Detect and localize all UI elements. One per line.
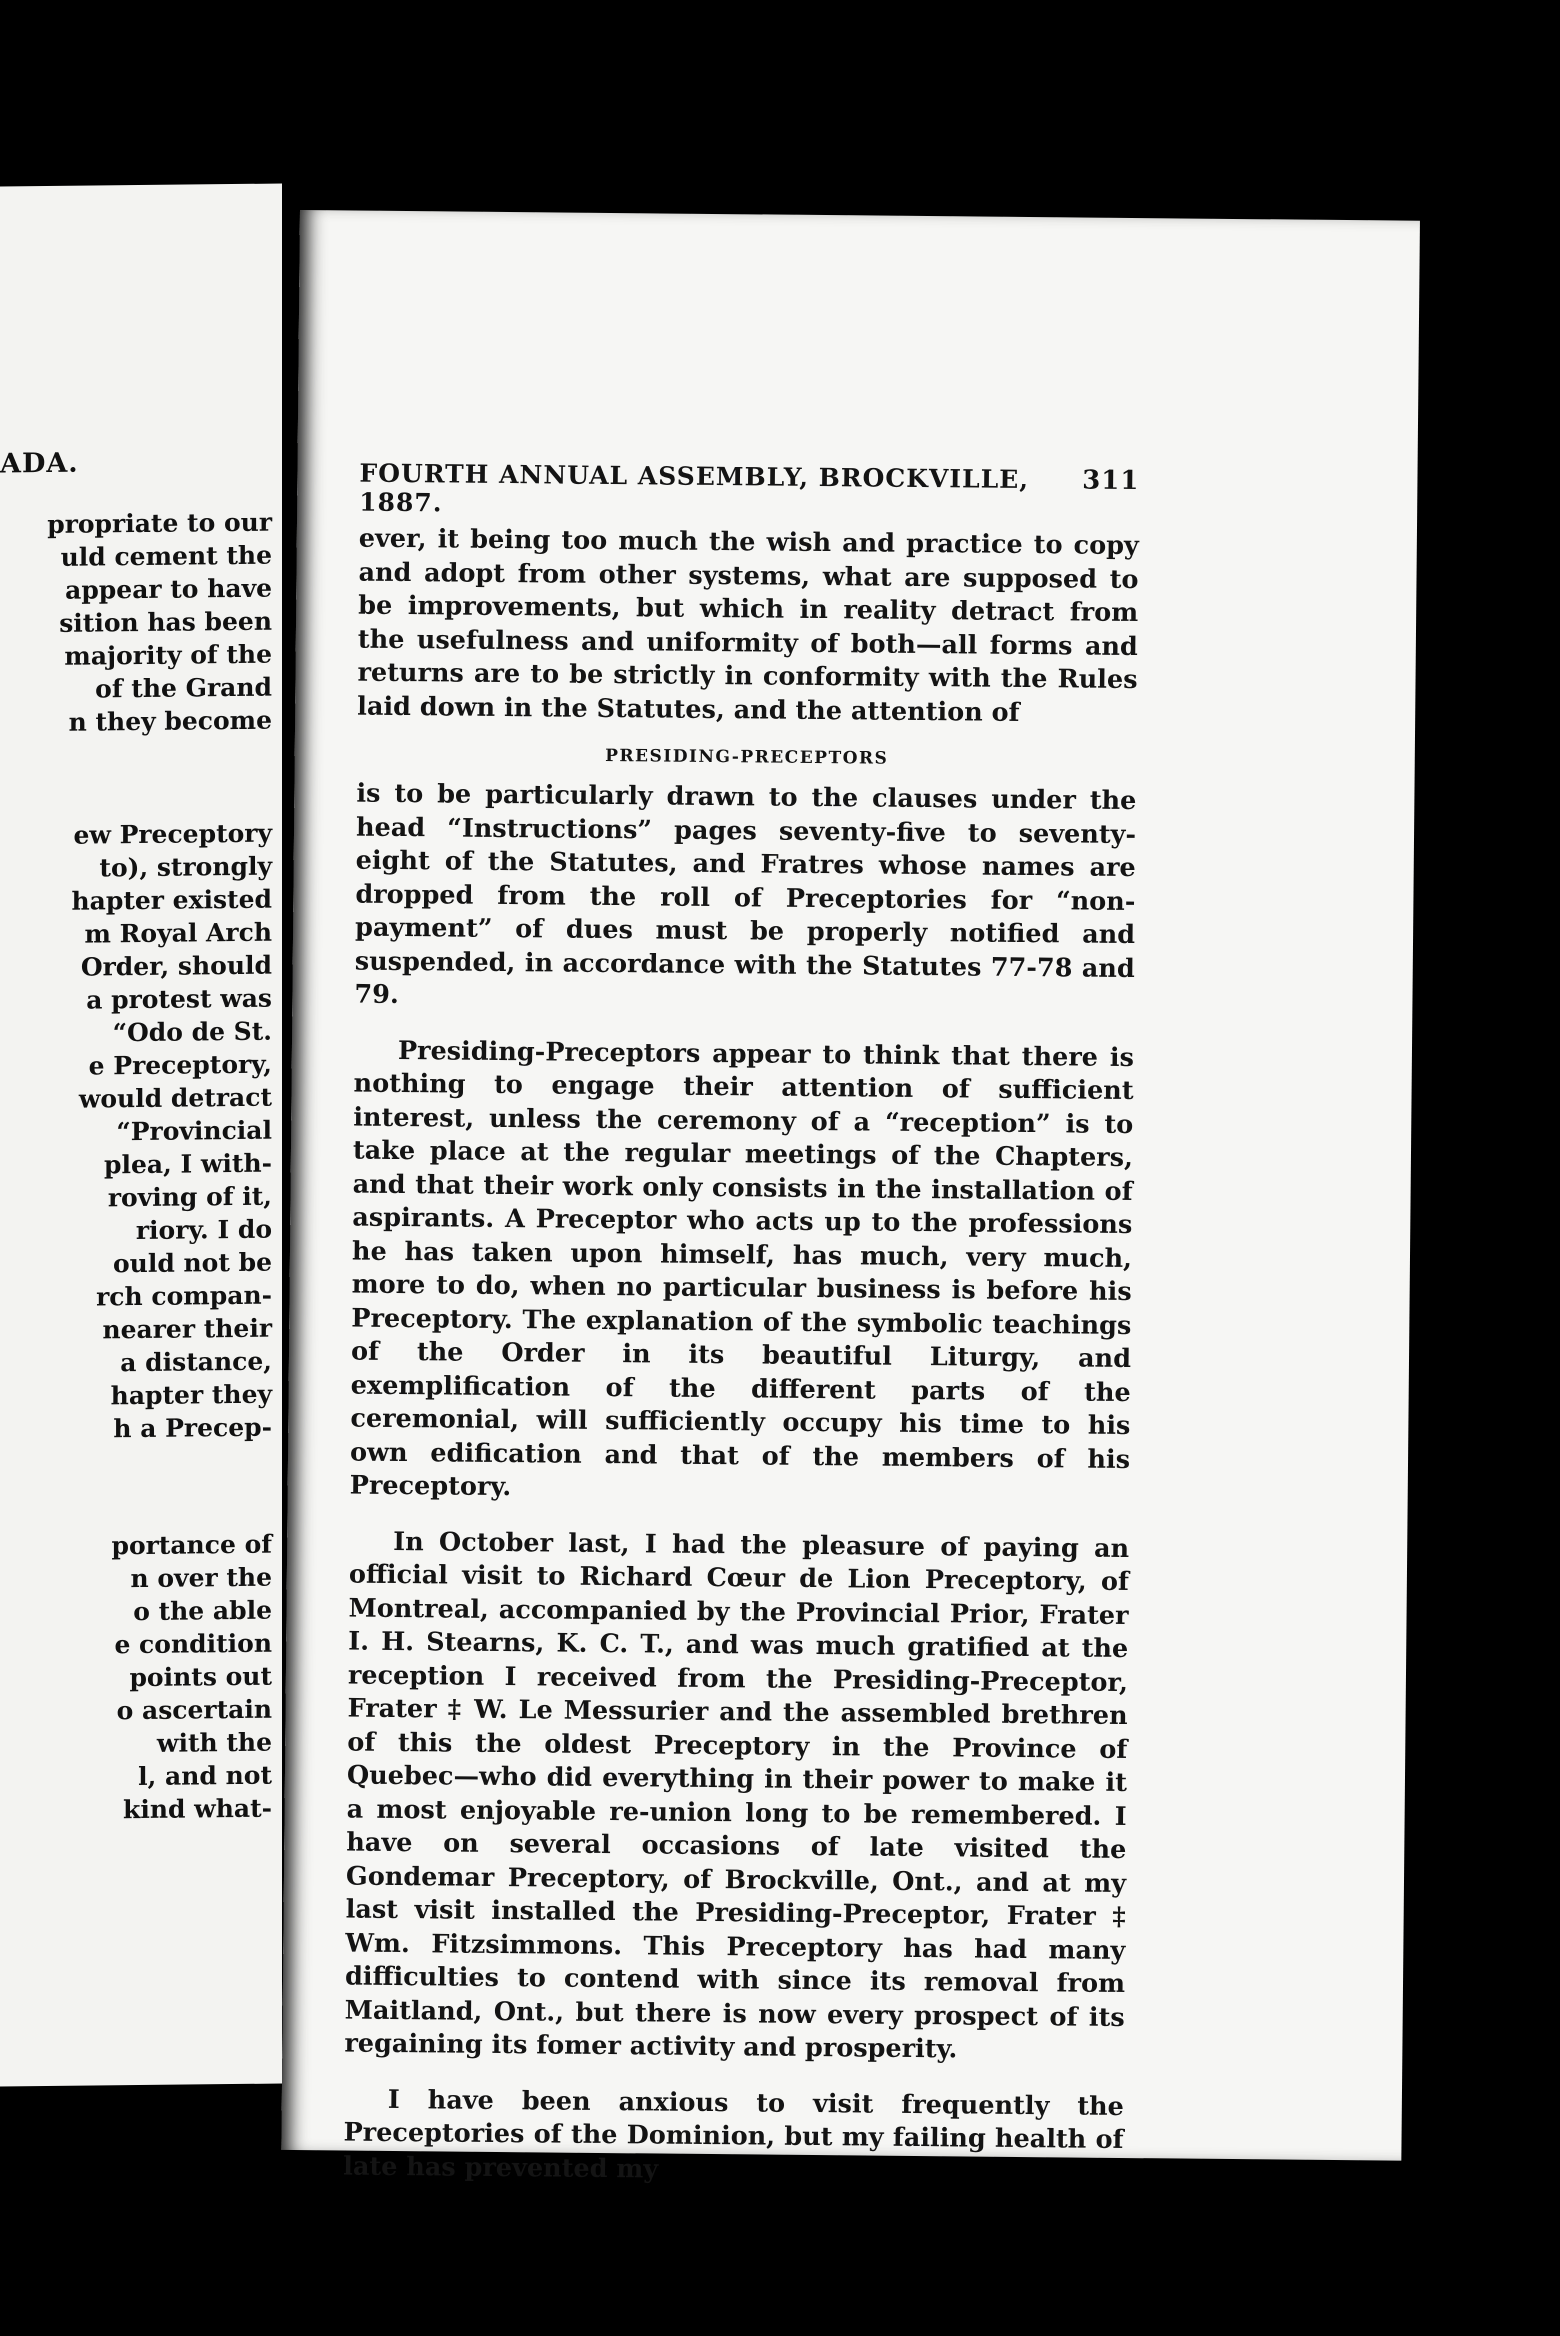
left-line: nearer their (102, 1313, 272, 1345)
paragraph-presiding-preceptors: Presiding-Preceptors appear to think that there is nothing to engage their attention of sufficient interest, unless the ceremony of a “reception” is to take place at the regular meetings of the Chapters, and that their work only consists in the installation of aspirants. A Preceptor who acts up to the professions he has taken upon himself, has much, very much, more to do, when no particular business is before his Preceptory. The explanation of the symbolic teachings of the Order in its beautiful Liturgy, and exemplification of the different parts of the ceremonial, will sufficiently occupy his time to his own edification and that of the members of his Preceptory. (349, 1035, 1135, 1503)
left-line: o ascertain (116, 1694, 272, 1726)
left-line: o the able (133, 1595, 272, 1627)
running-head-title: FOURTH ANNUAL ASSEMBLY, BROCKVILLE, 1887. (359, 458, 1030, 518)
left-line: hapter they (110, 1379, 272, 1411)
left-line: a protest was (86, 983, 272, 1015)
left-line: plea, I with- (103, 1148, 272, 1180)
left-line: with the (156, 1727, 272, 1758)
left-line: n they become (68, 705, 272, 737)
left-line: roving of it, (107, 1181, 272, 1213)
left-line: points out (129, 1661, 272, 1693)
left-page-running-head: ADA. (0, 447, 79, 480)
left-line: l, and not (138, 1760, 272, 1792)
left-line: h a Precep- (113, 1412, 272, 1444)
paragraph-health: I have been anxious to visit frequently the Preceptories of the Dominion, but my failing health of late has prevented my (343, 2084, 1124, 2185)
left-line: a distance, (120, 1346, 272, 1378)
previous-page-fragment (0, 184, 282, 2087)
running-head (359, 459, 1140, 524)
left-line: hapter existed (71, 884, 272, 916)
page-311 (281, 210, 1420, 2185)
left-line: ew Preceptory (73, 818, 272, 850)
left-line: uld cement the (60, 540, 272, 572)
page-body (343, 459, 1140, 2191)
section-heading: PRESIDING-PRECEPTORS (605, 745, 889, 769)
page-number: 311 (1082, 465, 1140, 497)
left-line: “Provincial (116, 1115, 272, 1147)
left-line: kind what- (123, 1793, 272, 1825)
left-line: to), strongly (99, 851, 272, 883)
left-line: would detract (78, 1082, 272, 1114)
paragraph-official-visit: In October last, I had the pleasure of paying an official visit to Richard Cœur de Lion Preceptory, of Montreal, accompanied by the Provincial Prior, Frater I. H. Stearns, K. C. T., and was much gratified at the reception I received from the Presiding-Preceptor, Frater ‡ W. Le Messurier and the assembled brethren of this the oldest Preceptory in the Province of Quebec—who did everything in their power to make it a most enjoyable re-union long to be remembered. I have on several occasions of late visited the Gondemar Preceptory, of Brockville, Ont., and at my last visit installed the Presiding-Preceptor, Frater ‡ Wm. Fitzsimmons. This Preceptory has had many difficulties to contend with since its removal from Maitland, Ont., but there is now every prospect of its regaining its fomer activity and prosperity. (344, 1526, 1130, 2065)
left-line: riory. I do (135, 1214, 272, 1246)
paragraph-instructions: is to be particularly drawn to the clauses under the head “Instructions” pages seventy-five to seventy-eight of the Statutes, and Fratres whose names are dropped from the roll of Preceptories for “non-payment” of dues must be properly notified and suspended, in accordance with the Statutes 77-78 and 79. (354, 778, 1137, 1010)
left-line: e condition (114, 1628, 272, 1660)
left-line: ould not be (112, 1247, 272, 1279)
left-line: of the Grand (95, 672, 272, 704)
left-line: rch compan- (96, 1280, 272, 1312)
left-line: sition has been (59, 606, 272, 638)
left-line: propriate to our (47, 507, 272, 539)
left-line: portance of (111, 1529, 272, 1561)
left-page-text (0, 506, 272, 1828)
left-line: appear to have (65, 573, 272, 605)
left-line: m Royal Arch (84, 917, 272, 949)
left-line: e Preceptory, (88, 1049, 272, 1081)
left-line: n over the (130, 1562, 272, 1594)
left-line: majority of the (64, 639, 272, 671)
left-line: “Odo de St. (112, 1016, 272, 1048)
left-line: Order, should (80, 950, 272, 982)
paragraph-continuation: ever, it being too much the wish and practice to copy and adopt from other systems, what are supposed to be improvements, but which in reality detract from the usefulness and uniformity of both—all forms and returns are to be strictly in conformity with the Rules laid down in the Statutes, and the attention of (357, 523, 1139, 728)
